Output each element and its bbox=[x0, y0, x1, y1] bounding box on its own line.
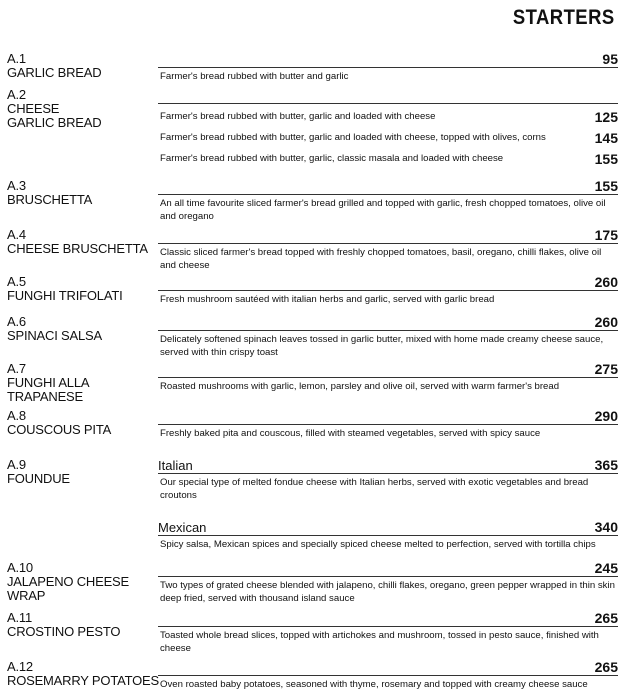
item-name: GARLIC BREAD bbox=[7, 115, 102, 130]
item-name: COUSCOUS PITA bbox=[7, 422, 112, 437]
item-code: A.11 bbox=[7, 610, 32, 625]
item-header bbox=[158, 88, 618, 104]
item-header bbox=[158, 362, 618, 378]
menu-item-details bbox=[158, 458, 618, 552]
item-header bbox=[158, 409, 618, 425]
item-price: 260 bbox=[594, 314, 618, 330]
item-code: A.9 bbox=[7, 457, 26, 472]
option-price: 125 bbox=[594, 109, 618, 125]
menu-item-details bbox=[158, 561, 618, 605]
item-code: A.12 bbox=[7, 659, 33, 674]
menu-item-details bbox=[158, 88, 618, 167]
item-code: A.1 bbox=[7, 51, 26, 66]
option-price: 155 bbox=[594, 151, 618, 167]
menu-item-heading bbox=[7, 362, 89, 404]
item-name: BRUSCHETTA bbox=[7, 192, 93, 207]
item-variant bbox=[158, 458, 618, 502]
item-name: FOUNDUE bbox=[7, 471, 70, 486]
item-header bbox=[158, 179, 618, 195]
menu-item-details bbox=[158, 611, 618, 655]
item-code: A.5 bbox=[7, 274, 26, 289]
item-code: A.6 bbox=[7, 314, 26, 329]
item-name: WRAP bbox=[7, 588, 46, 603]
variant-description: Spicy salsa, Mexican spices and specially spiced cheese melted to perfection, served with tortilla chips bbox=[160, 539, 596, 550]
item-header bbox=[158, 611, 618, 627]
menu-item-heading bbox=[7, 228, 148, 256]
menu-item-details bbox=[158, 315, 618, 359]
item-name: SPINACI SALSA bbox=[7, 328, 102, 343]
item-name: CHEESE bbox=[7, 101, 60, 116]
item-name: TRAPANESE bbox=[7, 389, 83, 404]
item-price: 265 bbox=[594, 659, 618, 675]
item-name: FUNGHI TRIFOLATI bbox=[7, 288, 123, 303]
option-description: Farmer's bread rubbed with butter, garlic and loaded with cheese, topped with olives, corns bbox=[160, 132, 546, 143]
variant-label: Mexican bbox=[158, 520, 207, 535]
menu-item-details bbox=[158, 409, 618, 441]
menu-item-details bbox=[158, 362, 618, 394]
item-price: 245 bbox=[594, 560, 618, 576]
item-code: A.10 bbox=[7, 560, 33, 575]
item-name: ROSEMARRY POTATOES bbox=[7, 673, 159, 688]
item-description: Two types of grated cheese blended with jalapeno, chilli flakes, oregano, green pepper wrapped in thin skin deep fried, served with thousand island sauce bbox=[160, 580, 615, 604]
item-price: 290 bbox=[594, 408, 618, 424]
item-header bbox=[158, 315, 618, 331]
menu-item-details bbox=[158, 275, 618, 307]
option-description: Farmer's bread rubbed with butter, garlic, classic masala and loaded with cheese bbox=[160, 153, 504, 164]
variant-label: Italian bbox=[158, 458, 193, 473]
menu-item-heading bbox=[7, 275, 123, 303]
menu-item-heading bbox=[7, 179, 92, 207]
variant-description: Our special type of melted fondue cheese with Italian herbs, served with exotic vegetables and bread croutons bbox=[160, 477, 589, 501]
menu-item-heading bbox=[7, 660, 159, 688]
menu-item-details bbox=[158, 179, 618, 223]
item-option bbox=[158, 109, 618, 125]
variant-price: 365 bbox=[594, 457, 618, 473]
item-price: 175 bbox=[594, 227, 618, 243]
item-description: Farmer's bread rubbed with butter and garlic bbox=[160, 71, 349, 82]
item-code: A.4 bbox=[7, 227, 26, 242]
item-code: A.3 bbox=[7, 178, 26, 193]
item-name: CHEESE BRUSCHETTA bbox=[7, 241, 148, 256]
menu-item-details bbox=[158, 660, 618, 692]
item-option bbox=[158, 130, 618, 146]
item-description: Freshly baked pita and couscous, filled with steamed vegetables, served with spicy sauce bbox=[160, 428, 541, 439]
item-description: Oven roasted baby potatoes, seasoned with thyme, rosemary and topped with creamy cheese sauce bbox=[160, 679, 588, 690]
variant-header bbox=[158, 520, 618, 536]
item-name: CROSTINO PESTO bbox=[7, 624, 121, 639]
item-description: Classic sliced farmer's bread topped with freshly chopped tomatoes, basil, oregano, chilli flakes, olive oil and cheese bbox=[160, 247, 602, 271]
item-code: A.8 bbox=[7, 408, 26, 423]
item-description: An all time favourite sliced farmer's bread grilled and topped with garlic, fresh chopped tomatoes, olive oil and oregano bbox=[160, 198, 606, 222]
option-description: Farmer's bread rubbed with butter, garlic and loaded with cheese bbox=[160, 111, 436, 122]
item-name: JALAPENO CHEESE bbox=[7, 574, 129, 589]
menu-item-heading bbox=[7, 88, 101, 130]
item-price: 95 bbox=[602, 51, 618, 67]
section-title: STARTERS bbox=[513, 6, 615, 29]
item-variant bbox=[158, 520, 618, 552]
item-description: Roasted mushrooms with garlic, lemon, parsley and olive oil, served with warm farmer's bread bbox=[160, 381, 560, 392]
menu-item-heading bbox=[7, 561, 129, 603]
item-code: A.2 bbox=[7, 87, 26, 102]
item-name: FUNGHI ALLA bbox=[7, 375, 90, 390]
item-price: 155 bbox=[594, 178, 618, 194]
item-description: Fresh mushroom sautéed with italian herbs and garlic, served with garlic bread bbox=[160, 294, 495, 305]
menu-item-heading bbox=[7, 409, 111, 437]
variant-price: 340 bbox=[594, 519, 618, 535]
menu-item-heading bbox=[7, 611, 120, 639]
menu-item-details bbox=[158, 228, 618, 272]
item-header bbox=[158, 561, 618, 577]
item-price: 260 bbox=[594, 274, 618, 290]
variant-header bbox=[158, 458, 618, 474]
item-header bbox=[158, 275, 618, 291]
menu-item-heading bbox=[7, 52, 101, 80]
item-price: 265 bbox=[594, 610, 618, 626]
item-header bbox=[158, 660, 618, 676]
item-price: 275 bbox=[594, 361, 618, 377]
option-price: 145 bbox=[594, 130, 618, 146]
item-description: Delicately softened spinach leaves tossed in garlic butter, mixed with home made creamy cheese sauce, served with thin crispy toast bbox=[160, 334, 604, 358]
item-code: A.7 bbox=[7, 361, 26, 376]
item-option bbox=[158, 151, 618, 167]
menu-item-heading bbox=[7, 458, 70, 486]
item-header bbox=[158, 228, 618, 244]
item-header bbox=[158, 52, 618, 68]
item-name: GARLIC BREAD bbox=[7, 65, 102, 80]
item-description: Toasted whole bread slices, topped with artichokes and mushroom, tossed in pesto sauce, finished with cheese bbox=[160, 630, 599, 654]
menu-item-heading bbox=[7, 315, 102, 343]
menu-item-details bbox=[158, 52, 618, 84]
